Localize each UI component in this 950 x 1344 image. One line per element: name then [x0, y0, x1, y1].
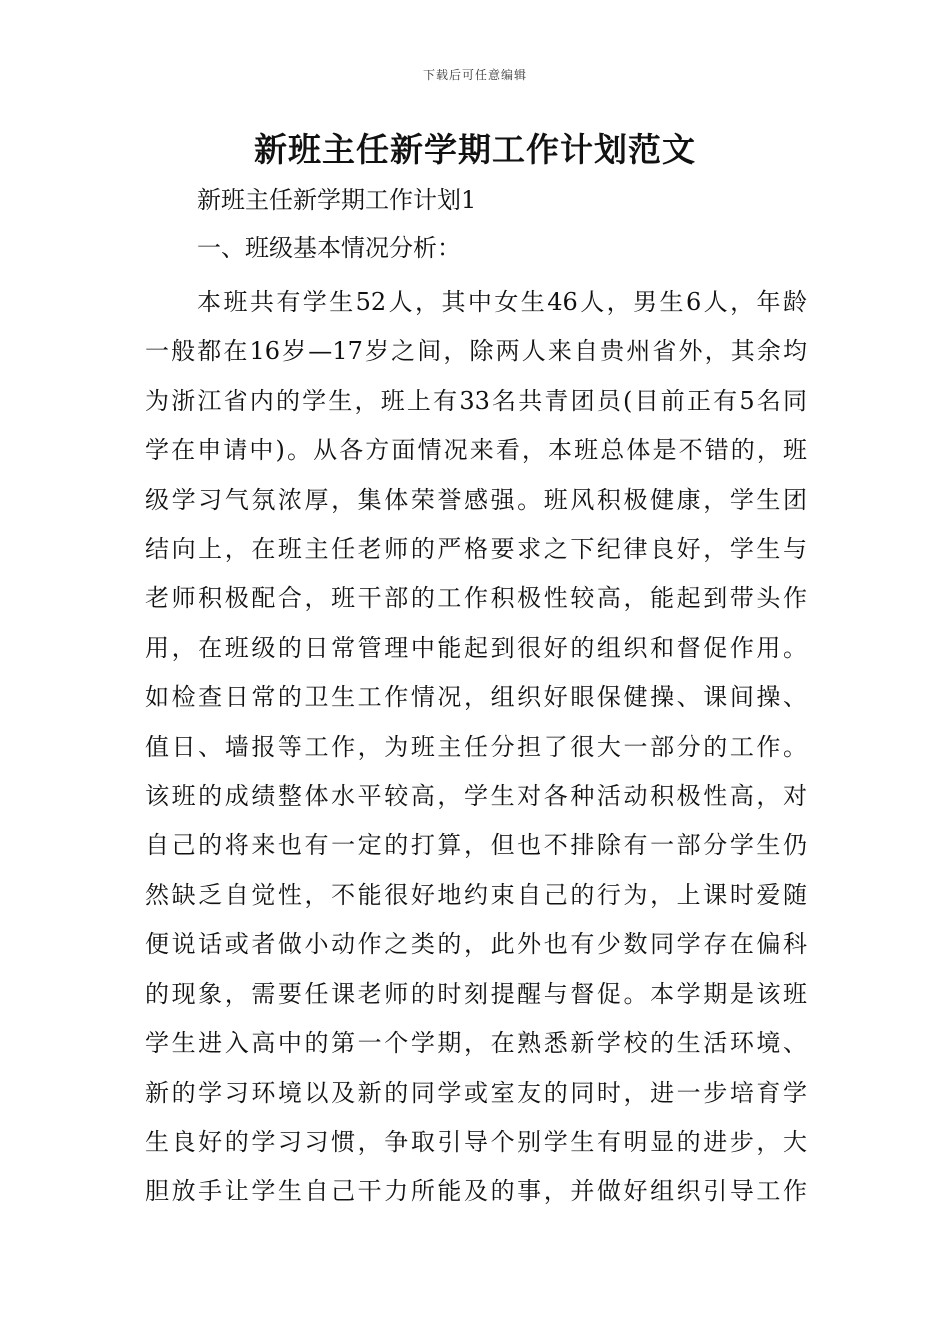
- paragraph-line: 然缺乏自觉性，不能很好地约束自己的行为，上课时爱随: [145, 880, 807, 909]
- paragraph-line: 该班的成绩整体水平较高，学生对各种活动积极性高，对: [145, 782, 807, 811]
- paragraph-line: 自己的将来也有一定的打算，但也不排除有一部分学生仍: [145, 831, 807, 860]
- paragraph-line: 胆放手让学生自己干力所能及的事，并做好组织引导工作: [145, 1177, 807, 1206]
- paragraph-line: 结向上，在班主任老师的严格要求之下纪律良好，学生与: [145, 535, 807, 564]
- paragraph-line: 级学习气氛浓厚，集体荣誉感强。班风积极健康，学生团: [145, 485, 807, 514]
- paragraph-line: 学在申请中)。从各方面情况来看，本班总体是不错的，班: [145, 436, 807, 465]
- paragraph-line: 如检查日常的卫生工作情况，组织好眼保健操、课间操、: [145, 683, 807, 712]
- paragraph-line: 老师积极配合，班干部的工作积极性较高，能起到带头作: [145, 584, 807, 613]
- paragraph-line: 学生进入高中的第一个学期，在熟悉新学校的生活环境、: [145, 1029, 807, 1058]
- body-paragraph: [145, 278, 807, 1217]
- document-title: 新班主任新学期工作计划范文: [254, 130, 696, 169]
- header-note: 下载后可任意编辑: [422, 68, 527, 82]
- paragraph-line: 生良好的学习习惯，争取引导个别学生有明显的进步，大: [145, 1127, 807, 1156]
- paragraph-line: 新的学习环境以及新的同学或室友的同时，进一步培育学: [145, 1078, 807, 1107]
- paragraph-line: 一般都在16岁—17岁之间，除两人来自贵州省外，其余均: [145, 337, 807, 366]
- paragraph-line: 便说话或者做小动作之类的，此外也有少数同学存在偏科: [145, 930, 807, 959]
- paragraph-line: 本班共有学生52人，其中女生46人，男生6人，年龄: [197, 288, 807, 316]
- paragraph-line: 值日、墙报等工作，为班主任分担了很大一部分的工作。: [145, 732, 807, 761]
- paragraph-line: 为浙江省内的学生，班上有33名共青团员(目前正有5名同: [145, 386, 807, 415]
- paragraph-line: 的现象，需要任课老师的时刻提醒与督促。本学期是该班: [145, 979, 807, 1008]
- section-heading: 一、班级基本情况分析：: [197, 234, 461, 262]
- document-subtitle: 新班主任新学期工作计划1: [197, 186, 477, 214]
- paragraph-line: 用，在班级的日常管理中能起到很好的组织和督促作用。: [145, 633, 807, 662]
